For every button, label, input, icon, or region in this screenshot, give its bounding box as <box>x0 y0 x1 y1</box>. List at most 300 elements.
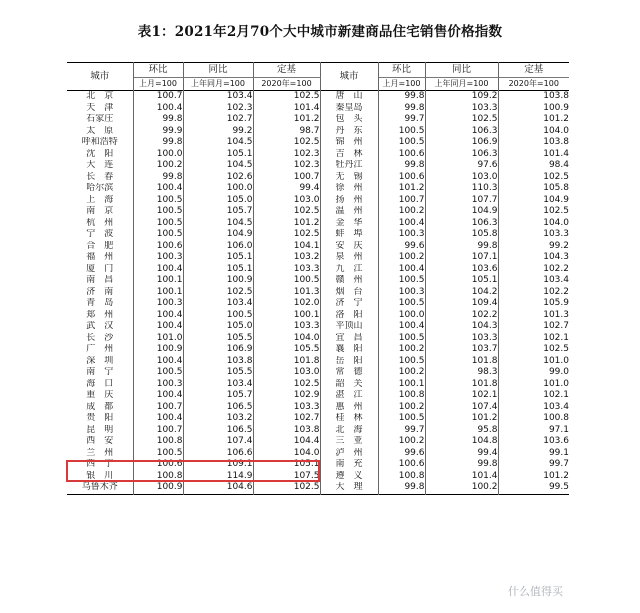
yoy-cell: 104.8 <box>425 436 498 448</box>
yoy-cell: 109.1 <box>183 459 253 471</box>
mom-cell: 100.4 <box>133 356 183 368</box>
yoy-cell: 106.5 <box>183 425 253 437</box>
base-cell: 101.4 <box>543 148 569 159</box>
mom-cell: 99.8 <box>133 114 183 126</box>
table-row <box>67 206 569 218</box>
city-cell: 重 庆 <box>67 390 133 402</box>
table-row <box>67 172 569 184</box>
subheader-mom-right: 上月=100 <box>378 78 425 91</box>
col-header-base: 定基 <box>253 63 320 78</box>
city-cell: 北 京 <box>67 91 133 103</box>
city-cell: 银 川 <box>67 471 133 483</box>
mom-cell: 100.2 <box>378 252 425 264</box>
yoy-cell: 103.8 <box>183 356 253 368</box>
city-cell: 常 德 <box>320 367 378 379</box>
base-cell: 102.5 <box>253 482 320 494</box>
yoy-cell: 104.5 <box>183 137 253 149</box>
base-cell: 104.3 <box>543 252 569 262</box>
yoy-cell: 103.6 <box>425 264 498 276</box>
base-cell: 104.0 <box>253 333 320 345</box>
mom-cell: 100.8 <box>133 436 183 448</box>
base-cell: 98.7 <box>253 126 320 138</box>
mom-cell: 100.8 <box>133 471 183 483</box>
city-cell: 成 都 <box>67 402 133 414</box>
yoy-cell: 104.6 <box>183 482 253 494</box>
city-cell: 南 充 <box>320 459 378 471</box>
col-header-yoy: 同比 <box>183 63 253 78</box>
mom-cell: 100.6 <box>378 172 425 184</box>
base-cell: 102.2 <box>543 286 569 297</box>
subheader-yoy-right: 上年同月=100 <box>425 78 498 91</box>
base-cell: 102.7 <box>253 413 320 425</box>
city-cell: 安 庆 <box>320 241 378 253</box>
yoy-cell: 100.9 <box>183 275 253 287</box>
base-cell: 97.1 <box>548 424 569 435</box>
mom-cell: 100.2 <box>133 160 183 172</box>
base-cell: 105.9 <box>543 298 569 308</box>
mom-cell: 100.4 <box>133 413 183 425</box>
city-cell: 宁 波 <box>67 229 133 241</box>
mom-cell: 99.8 <box>378 91 425 103</box>
mom-cell: 100.2 <box>378 436 425 448</box>
mom-cell: 99.8 <box>378 103 425 115</box>
base-cell: 102.5 <box>253 229 320 241</box>
table-row <box>67 310 569 322</box>
subheader-row <box>67 78 569 91</box>
city-cell: 襄 阳 <box>320 344 378 356</box>
mom-cell: 100.4 <box>133 103 183 115</box>
city-cell: 太 原 <box>67 126 133 138</box>
city-cell: 无 锡 <box>320 172 378 184</box>
table-row <box>67 229 569 241</box>
yoy-cell: 102.3 <box>183 103 253 115</box>
city-cell: 惠 州 <box>320 402 378 414</box>
mom-cell: 99.9 <box>133 126 183 138</box>
yoy-cell: 103.0 <box>425 172 498 184</box>
city-cell: 锦 州 <box>320 137 378 149</box>
table-row <box>67 471 569 483</box>
mom-cell: 100.5 <box>133 218 183 230</box>
mom-cell: 100.5 <box>133 448 183 460</box>
base-cell: 102.2 <box>543 263 569 274</box>
base-cell: 104.0 <box>543 125 569 136</box>
yoy-cell: 105.0 <box>183 195 253 207</box>
yoy-cell: 105.1 <box>183 149 253 161</box>
base-cell: 100.8 <box>543 413 569 423</box>
mom-cell: 100.4 <box>378 218 425 230</box>
table-row <box>67 448 569 460</box>
city-cell: 杭 州 <box>67 218 133 230</box>
city-cell: 贵 阳 <box>67 413 133 425</box>
col-header-mom-right: 环比 <box>378 63 425 78</box>
base-cell: 102.3 <box>253 149 320 161</box>
col-header-city: 城市 <box>67 63 133 91</box>
mom-cell: 100.5 <box>378 137 425 149</box>
table-row <box>67 333 569 345</box>
yoy-cell: 99.2 <box>183 126 253 138</box>
mom-cell: 100.4 <box>378 264 425 276</box>
base-cell: 103.8 <box>543 91 569 101</box>
city-cell: 温 州 <box>320 206 378 218</box>
subheader-base: 2020年=100 <box>253 78 320 91</box>
yoy-cell: 101.8 <box>425 356 498 368</box>
city-cell: 扬 州 <box>320 195 378 207</box>
mom-cell: 100.4 <box>133 264 183 276</box>
base-cell: 102.5 <box>253 379 320 391</box>
yoy-cell: 107.4 <box>183 436 253 448</box>
mom-cell: 100.6 <box>378 459 425 471</box>
col-header-base-right: 定基 <box>498 63 569 78</box>
base-cell: 100.5 <box>253 275 320 287</box>
table-row <box>67 356 569 368</box>
yoy-cell: 104.9 <box>183 229 253 241</box>
base-cell: 101.2 <box>543 470 569 481</box>
base-cell: 100.1 <box>253 310 320 322</box>
mom-cell: 100.2 <box>378 367 425 379</box>
city-cell: 北 海 <box>320 425 378 437</box>
yoy-cell: 103.4 <box>183 379 253 391</box>
mom-cell: 100.7 <box>378 195 425 207</box>
yoy-cell: 109.2 <box>425 91 498 103</box>
base-cell: 99.2 <box>548 240 569 251</box>
yoy-cell: 95.8 <box>425 425 498 437</box>
mom-cell: 100.4 <box>133 310 183 322</box>
base-cell: 102.5 <box>253 206 320 218</box>
base-cell: 102.5 <box>253 137 320 149</box>
mom-cell: 100.9 <box>133 344 183 356</box>
base-cell: 105.8 <box>543 183 569 193</box>
base-cell: 103.2 <box>253 252 320 264</box>
base-cell: 102.9 <box>253 390 320 402</box>
mom-cell: 100.8 <box>378 390 425 402</box>
city-cell: 蚌 埠 <box>320 229 378 241</box>
yoy-cell: 105.1 <box>425 275 498 287</box>
table-row <box>67 402 569 414</box>
base-cell: 99.7 <box>548 459 569 469</box>
base-cell: 100.7 <box>253 172 320 184</box>
base-cell: 99.1 <box>548 447 569 458</box>
mom-cell: 100.1 <box>133 275 183 287</box>
yoy-cell: 104.2 <box>425 287 498 299</box>
base-cell: 107.5 <box>253 471 320 483</box>
table-row <box>67 103 569 115</box>
base-cell: 99.4 <box>253 183 320 195</box>
base-cell: 101.0 <box>543 355 569 366</box>
city-cell: 南 宁 <box>67 367 133 379</box>
city-cell: 泸 州 <box>320 448 378 460</box>
base-cell: 104.4 <box>253 436 320 448</box>
base-cell: 101.8 <box>253 356 320 368</box>
yoy-cell: 102.5 <box>183 287 253 299</box>
mom-cell: 100.6 <box>133 459 183 471</box>
yoy-cell: 99.4 <box>425 448 498 460</box>
city-cell: 湛 江 <box>320 390 378 402</box>
yoy-cell: 99.8 <box>425 241 498 253</box>
base-cell: 103.6 <box>543 436 569 446</box>
col-header-mom: 环比 <box>133 63 183 78</box>
city-cell: 沈 阳 <box>67 149 133 161</box>
base-cell: 103.4 <box>543 275 569 285</box>
yoy-cell: 106.3 <box>425 218 498 230</box>
yoy-cell: 105.5 <box>183 367 253 379</box>
mom-cell: 100.5 <box>378 333 425 345</box>
base-cell: 101.4 <box>253 103 320 115</box>
yoy-cell: 105.5 <box>183 333 253 345</box>
base-cell: 104.1 <box>253 241 320 253</box>
table-row <box>67 367 569 379</box>
base-cell: 102.7 <box>543 321 569 331</box>
city-cell: 丹 东 <box>320 126 378 138</box>
yoy-cell: 106.3 <box>425 126 498 138</box>
city-cell: 乌鲁木齐 <box>67 482 133 494</box>
mom-cell: 100.7 <box>133 425 183 437</box>
yoy-cell: 101.2 <box>425 413 498 425</box>
base-cell: 103.0 <box>253 367 320 379</box>
yoy-cell: 107.7 <box>425 195 498 207</box>
base-cell: 99.5 <box>548 482 569 492</box>
base-cell: 101.2 <box>253 114 320 126</box>
subheader-mom: 上月=100 <box>133 78 183 91</box>
mom-cell: 99.8 <box>378 160 425 172</box>
base-cell: 102.1 <box>543 332 569 343</box>
mom-cell: 100.4 <box>378 321 425 333</box>
table-row <box>67 436 569 448</box>
city-cell: 金 华 <box>320 218 378 230</box>
city-cell: 牡丹江 <box>320 160 378 172</box>
mom-cell: 99.6 <box>378 241 425 253</box>
mom-cell: 100.1 <box>378 379 425 391</box>
mom-cell: 100.5 <box>378 126 425 138</box>
mom-cell: 99.7 <box>378 425 425 437</box>
city-cell: 韶 关 <box>320 379 378 391</box>
base-cell: 101.3 <box>543 309 569 320</box>
base-cell: 102.5 <box>253 91 320 103</box>
mom-cell: 100.4 <box>133 390 183 402</box>
base-cell: 101.2 <box>543 114 569 124</box>
table-row <box>67 321 569 333</box>
yoy-cell: 102.6 <box>183 172 253 184</box>
table-row <box>67 91 569 103</box>
mom-cell: 100.3 <box>378 287 425 299</box>
city-cell: 石家庄 <box>67 114 133 126</box>
yoy-cell: 102.7 <box>183 114 253 126</box>
yoy-cell: 105.7 <box>183 206 253 218</box>
yoy-cell: 100.5 <box>183 310 253 322</box>
mom-cell: 100.7 <box>133 91 183 103</box>
city-cell: 广 州 <box>67 344 133 356</box>
yoy-cell: 104.3 <box>425 321 498 333</box>
base-cell: 103.3 <box>253 321 320 333</box>
table-row <box>67 126 569 138</box>
yoy-cell: 106.3 <box>425 149 498 161</box>
base-cell: 105.1 <box>253 459 320 471</box>
base-cell: 103.3 <box>253 264 320 276</box>
base-cell: 98.4 <box>548 160 569 170</box>
mom-cell: 100.0 <box>378 310 425 322</box>
mom-cell: 100.6 <box>378 149 425 161</box>
table-row <box>67 413 569 425</box>
table-row <box>67 195 569 207</box>
yoy-cell: 104.9 <box>425 206 498 218</box>
city-cell: 赣 州 <box>320 275 378 287</box>
base-cell: 103.3 <box>543 229 569 239</box>
base-cell: 103.0 <box>253 195 320 207</box>
table-row <box>67 137 569 149</box>
yoy-cell: 105.1 <box>183 264 253 276</box>
mom-cell: 100.3 <box>133 252 183 264</box>
yoy-cell: 105.1 <box>183 252 253 264</box>
city-cell: 青 岛 <box>67 298 133 310</box>
city-cell: 济 南 <box>67 287 133 299</box>
base-cell: 101.0 <box>543 378 569 389</box>
mom-cell: 101.0 <box>133 333 183 345</box>
city-cell: 济 宁 <box>320 298 378 310</box>
mom-cell: 100.6 <box>133 241 183 253</box>
yoy-cell: 106.0 <box>183 241 253 253</box>
yoy-cell: 99.8 <box>425 459 498 471</box>
yoy-cell: 100.0 <box>183 183 253 195</box>
city-cell: 哈尔滨 <box>67 183 133 195</box>
yoy-cell: 103.3 <box>425 333 498 345</box>
city-cell: 南 京 <box>67 206 133 218</box>
yoy-cell: 101.4 <box>425 471 498 483</box>
base-cell: 105.5 <box>253 344 320 356</box>
city-cell: 大 连 <box>67 160 133 172</box>
mom-cell: 100.5 <box>133 367 183 379</box>
yoy-cell: 103.2 <box>183 413 253 425</box>
yoy-cell: 109.4 <box>425 298 498 310</box>
base-cell: 104.9 <box>543 194 569 205</box>
mom-cell: 100.3 <box>133 379 183 391</box>
table-row <box>67 298 569 310</box>
mom-cell: 100.7 <box>133 402 183 414</box>
mom-cell: 99.8 <box>133 137 183 149</box>
mom-cell: 100.3 <box>378 229 425 241</box>
city-cell: 大 理 <box>320 482 378 494</box>
yoy-cell: 101.8 <box>425 379 498 391</box>
mom-cell: 100.5 <box>133 195 183 207</box>
city-cell: 上 海 <box>67 195 133 207</box>
yoy-cell: 105.7 <box>183 390 253 402</box>
table-row <box>67 183 569 195</box>
mom-cell: 101.2 <box>378 183 425 195</box>
city-cell: 吉 林 <box>320 149 378 161</box>
city-cell: 岳 阳 <box>320 356 378 368</box>
city-cell: 福 州 <box>67 252 133 264</box>
yoy-cell: 103.4 <box>183 91 253 103</box>
mom-cell: 100.1 <box>133 287 183 299</box>
mom-cell: 99.7 <box>378 114 425 126</box>
mom-cell: 99.8 <box>133 172 183 184</box>
city-cell: 海 口 <box>67 379 133 391</box>
mom-cell: 100.2 <box>378 344 425 356</box>
yoy-cell: 106.5 <box>183 402 253 414</box>
mom-cell: 100.9 <box>133 482 183 494</box>
base-cell: 103.8 <box>253 425 320 437</box>
city-cell: 洛 阳 <box>320 310 378 322</box>
table-body <box>67 91 569 495</box>
city-cell: 包 头 <box>320 114 378 126</box>
city-cell: 长 春 <box>67 172 133 184</box>
base-cell: 102.5 <box>543 206 569 216</box>
city-cell: 桂 林 <box>320 413 378 425</box>
yoy-cell: 97.6 <box>425 160 498 172</box>
mom-cell: 100.0 <box>133 149 183 161</box>
table-title: 表1：2021年2月70个大中城市新建商品住宅销售价格指数 <box>137 24 503 40</box>
city-cell: 泉 州 <box>320 252 378 264</box>
watermark: 什么值得买 <box>508 585 563 598</box>
city-cell: 兰 州 <box>67 448 133 460</box>
table-row <box>67 149 569 161</box>
city-cell: 平顶山 <box>320 321 378 333</box>
mom-cell: 99.8 <box>378 482 425 494</box>
base-cell: 99.0 <box>548 367 569 377</box>
base-cell: 103.8 <box>543 137 569 147</box>
yoy-cell: 114.9 <box>183 471 253 483</box>
yoy-cell: 105.0 <box>183 321 253 333</box>
table-row <box>67 425 569 437</box>
table-row <box>67 218 569 230</box>
mom-cell: 100.4 <box>133 183 183 195</box>
mom-cell: 100.5 <box>378 413 425 425</box>
yoy-cell: 100.2 <box>425 482 498 494</box>
yoy-cell: 102.1 <box>425 390 498 402</box>
city-cell: 西 安 <box>67 436 133 448</box>
yoy-cell: 98.3 <box>425 367 498 379</box>
city-cell: 西 宁 <box>67 459 133 471</box>
city-cell: 合 肥 <box>67 241 133 253</box>
city-cell: 三 亚 <box>320 436 378 448</box>
base-cell: 102.5 <box>543 171 569 182</box>
mom-cell: 99.6 <box>378 448 425 460</box>
yoy-cell: 106.9 <box>183 344 253 356</box>
yoy-cell: 104.5 <box>183 160 253 172</box>
mom-cell: 100.5 <box>378 356 425 368</box>
base-cell: 101.2 <box>253 218 320 230</box>
mom-cell: 100.5 <box>378 275 425 287</box>
base-cell: 102.5 <box>543 344 569 354</box>
table-row <box>67 160 569 172</box>
table-row <box>67 241 569 253</box>
city-cell: 南 昌 <box>67 275 133 287</box>
city-cell: 徐 州 <box>320 183 378 195</box>
city-cell: 长 沙 <box>67 333 133 345</box>
base-cell: 100.9 <box>543 102 569 113</box>
table-row <box>67 344 569 356</box>
city-cell: 厦 门 <box>67 264 133 276</box>
yoy-cell: 104.5 <box>183 218 253 230</box>
mom-cell: 100.2 <box>378 402 425 414</box>
table-row <box>67 252 569 264</box>
base-cell: 104.0 <box>253 448 320 460</box>
city-cell: 遵 义 <box>320 471 378 483</box>
city-cell: 唐 山 <box>320 91 378 103</box>
mom-cell: 100.4 <box>133 321 183 333</box>
city-cell: 宜 昌 <box>320 333 378 345</box>
subheader-base-right: 2020年=100 <box>508 79 559 88</box>
table-row <box>67 114 569 126</box>
city-cell: 烟 台 <box>320 287 378 299</box>
yoy-cell: 106.9 <box>425 137 498 149</box>
base-cell: 101.3 <box>253 287 320 299</box>
city-cell: 深 圳 <box>67 356 133 368</box>
mom-cell: 100.5 <box>133 206 183 218</box>
mom-cell: 100.2 <box>378 206 425 218</box>
table-row <box>67 287 569 299</box>
base-cell: 102.1 <box>543 390 569 400</box>
yoy-cell: 105.8 <box>425 229 498 241</box>
city-cell: 昆 明 <box>67 425 133 437</box>
